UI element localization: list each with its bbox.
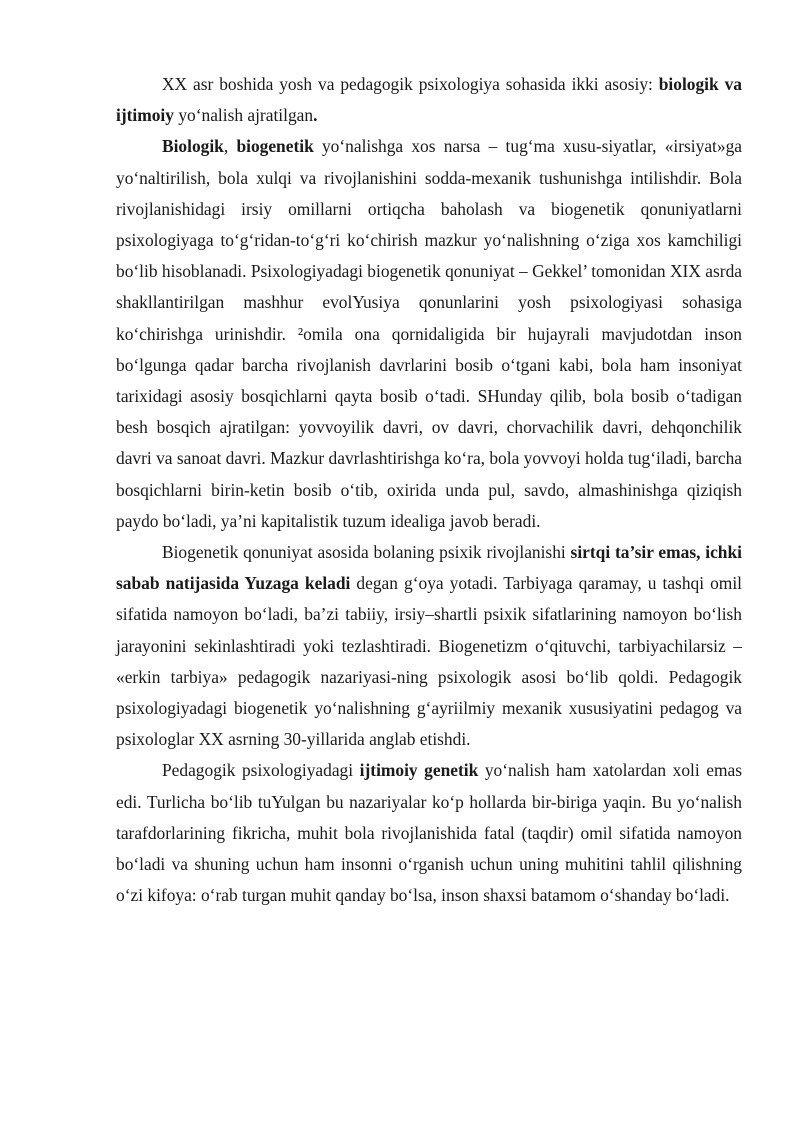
text-segment: degan g‘oya yotadi. Tarbiyaga qaramay, u tashqi omil sifatida namoyon bo‘ladi, ba’zi tabiiy, irsiy–shartli psixik sifatlarining namoyon bo‘lish jarayonini sekinlashtiradi yoki tezlashtiradi. Biogenetizm o‘qituvchi, tarbiyachilarsiz – «erkin tarbiya» pedagogik nazariyasi-ning psixologik asosi bo‘lib qoldi. Pedagogik psixologiyadagi biogenetik yo‘nalishning g‘ayriilmiy mexanik xususiyatini pedagog va psixologlar XX asrning 30-yillarida anglab etishdi.: [116, 573, 742, 750]
text-segment: XX asr boshida yosh va pedagogik psixologiya sohasida ikki asosiy:: [162, 74, 659, 94]
text-segment: yo‘nalish ham xatolardan xoli emas edi. Turlicha bo‘lib tuYulgan bu nazariyalar ko‘p hollarda bir-biriga yaqin. Bu yo‘nalish tarafdorlarining fikricha, muhit bola rivojlanishida fatal (taqdir) omil sifatida namoyon bo‘ladi va shuning uchun ham insonni o‘rganish uchun uning muhitini tahlil qilishning o‘zi kifoya: o‘rab turgan muhit qanday bo‘lsa, inson shaxsi batamom o‘shanday bo‘ladi.: [116, 760, 742, 906]
bold-segment: ijtimoiy genetik: [359, 760, 479, 781]
document-page: [116, 69, 742, 911]
text-segment: yo‘nalish ajratilgan: [173, 105, 314, 126]
paragraph-2: [116, 131, 742, 537]
bold-segment: sirtqi ta’sir emas, ichki sabab natijasida Yuzaga keladi: [116, 542, 742, 594]
paragraph-1: [116, 69, 742, 131]
bold-segment: .: [313, 105, 318, 126]
bold-segment: biogenetik: [236, 136, 314, 157]
text-segment: Biogenetik qonuniyat asosida bolaning psixik rivojlanishi: [162, 542, 571, 563]
text-segment: ,: [223, 136, 237, 157]
paragraph-3: [116, 537, 742, 755]
text-segment: yo‘nalishga xos narsa – tug‘ma xusu-siyatlar, «irsiyat»ga yo‘naltirilish, bola xulqi va rivojlanishini sodda-mexanik tushunishga intilishdir. Bola rivojlanishidagi irsiy omillarni ortiqcha baholash va biogenetik qonuniyatlarni psixologiyaga to‘g‘ridan-to‘g‘ri ko‘chirish mazkur yo‘nalishning o‘ziga xos kamchiligi bo‘lib hisoblanadi. Psixologiyadagi biogenetik qonuniyat – Gekkel’ tomonidan XIX asrda shakllantirilgan mashhur evolYusiya qonunlarini yosh psixologiyasi sohasiga ko‘chirishga urinishdir. ²omila ona qornidaligida bir hujayrali mavjudotdan inson bo‘lgunga qadar barcha rivojlanish davrlarini bosib o‘tgani kabi, bola ham insoniyat tarixidagi asosiy bosqichlarni qayta bosib o‘tadi. SHunday qilib, bola bosib o‘tadigan besh bosqich ajratilgan: yovvoyilik davri, ov davri, chorvachilik davri, dehqonchilik davri va sanoat davri. Mazkur davrlashtirishga ko‘ra, bola yovvoyi holda tug‘iladi, barcha bosqichlarni birin-ketin bosib o‘tib, oxirida unda pul, savdo, almashinishga qiziqish paydo bo‘ladi, ya’ni kapitalistik tuzum idealiga javob beradi.: [116, 136, 742, 531]
bold-segment: biologik va ijtimoiy: [116, 74, 742, 126]
text-segment: Pedagogik psixologiyadagi: [162, 760, 360, 781]
bold-segment: Biologik: [162, 136, 224, 157]
paragraph-4: [116, 755, 742, 911]
